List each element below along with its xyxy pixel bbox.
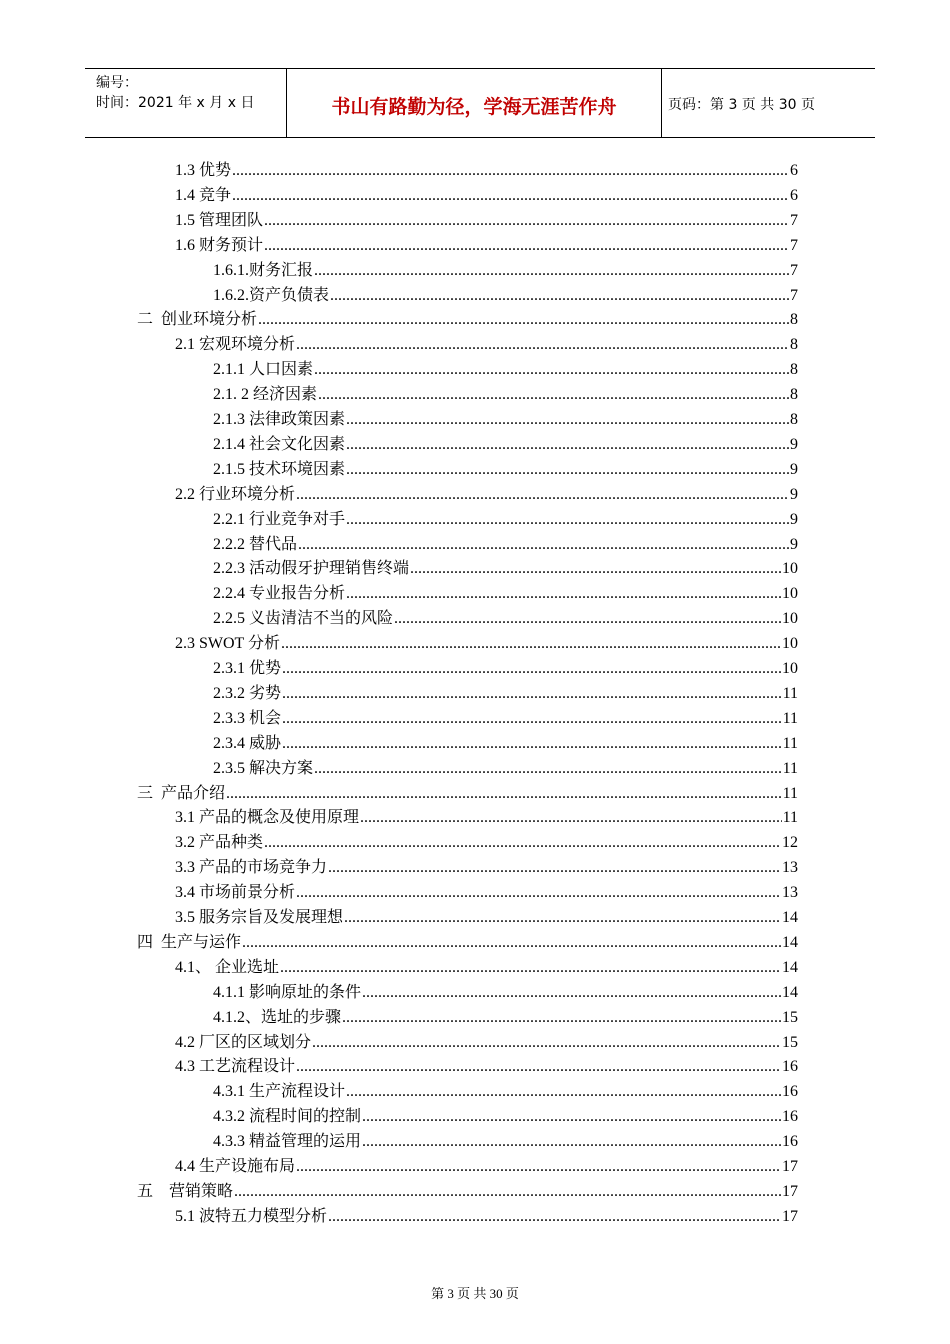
- toc-entry-title: 4.3.1 生产流程设计: [213, 1083, 346, 1101]
- toc-dot-leader: [282, 656, 781, 681]
- toc-entry-title: 2.1. 2 经济因素: [213, 386, 318, 404]
- toc-entry[interactable]: [213, 507, 798, 532]
- toc-dot-leader: [296, 482, 789, 507]
- toc-entry-title: 4.3.3 精益管理的运用: [213, 1133, 362, 1151]
- toc-entry-title: 2.1.1 人口因素: [213, 361, 314, 379]
- toc-entry[interactable]: [175, 1030, 798, 1055]
- toc-entry-title: 2.2.5 义齿清洁不当的风险: [213, 610, 394, 628]
- page-header: [85, 68, 875, 138]
- toc-entry[interactable]: [213, 532, 798, 557]
- toc-entry-title: 二 创业环境分析: [137, 311, 258, 329]
- toc-entry[interactable]: [213, 1129, 798, 1154]
- toc-entry-title: 1.5 管理团队: [175, 211, 264, 229]
- toc-entry-title: 2.1.4 社会文化因素: [213, 435, 346, 453]
- toc-dot-leader: [234, 1179, 781, 1204]
- toc-dot-leader: [264, 233, 789, 258]
- toc-entry[interactable]: [175, 482, 798, 507]
- toc-entry-page: 16: [782, 1083, 798, 1101]
- toc-entry[interactable]: [213, 606, 798, 631]
- toc-entry-title: 2.2.1 行业竞争对手: [213, 510, 346, 528]
- toc-entry-page: 16: [782, 1108, 798, 1126]
- toc-entry[interactable]: [213, 382, 798, 407]
- toc-entry-title: 2.3.4 威胁: [213, 734, 282, 752]
- toc-dot-leader: [362, 1104, 781, 1129]
- toc-entry-title: 三 产品介绍: [137, 784, 226, 802]
- toc-entry-page: 11: [782, 709, 798, 727]
- toc-dot-leader: [232, 158, 789, 183]
- toc-entry-page: 7: [790, 236, 798, 254]
- toc-entry-page: 11: [782, 809, 798, 827]
- toc-dot-leader: [346, 407, 789, 432]
- toc-entry-title: 2.3.1 优势: [213, 660, 282, 677]
- toc-entry-page: 14: [782, 983, 798, 1001]
- toc-dot-leader: [258, 307, 789, 332]
- toc-entry-title: 4.4 生产设施布局: [175, 1158, 296, 1175]
- toc-dot-leader: [312, 1030, 781, 1055]
- toc-entry[interactable]: [213, 980, 798, 1005]
- toc-entry[interactable]: [175, 905, 798, 930]
- toc-dot-leader: [242, 930, 781, 955]
- toc-entry[interactable]: [213, 556, 798, 581]
- toc-dot-leader: [346, 457, 789, 482]
- toc-dot-leader: [394, 606, 781, 631]
- toc-entry[interactable]: [137, 1179, 798, 1204]
- toc-entry-page: 6: [790, 162, 798, 179]
- toc-entry-title: 四 生产与运作: [137, 933, 242, 951]
- toc-dot-leader: [328, 855, 781, 880]
- toc-dot-leader: [296, 1154, 781, 1179]
- header-motto: 书山有路勤为径，学海无涯苦作舟: [331, 96, 617, 118]
- toc-entry-page: 7: [790, 261, 798, 279]
- toc-entry-page: 11: [782, 684, 798, 702]
- toc-entry-page: 6: [790, 186, 798, 204]
- toc-entry[interactable]: [175, 805, 798, 830]
- toc-dot-leader: [346, 581, 781, 606]
- toc-entry-page: 13: [782, 884, 798, 902]
- toc-entry-title: 2.1.3 法律政策因素: [213, 411, 346, 428]
- toc-entry[interactable]: [175, 631, 798, 656]
- toc-entry-title: 3.1 产品的概念及使用原理: [175, 809, 360, 827]
- toc-entry-page: 13: [782, 859, 798, 877]
- header-page-number: 页码：第 3 页 共 30 页: [668, 97, 815, 113]
- toc-entry[interactable]: [175, 955, 798, 980]
- toc-entry-page: 15: [782, 1008, 798, 1026]
- toc-entry-title: 4.1.2、选址的步骤: [213, 1008, 342, 1026]
- toc-entry[interactable]: [213, 432, 798, 457]
- toc-dot-leader: [296, 332, 789, 357]
- toc-dot-leader: [314, 357, 789, 382]
- toc-entry-page: 8: [790, 411, 798, 428]
- toc-entry-title: 4.1.1 影响原址的条件: [213, 983, 362, 1001]
- toc-entry-page: 14: [782, 958, 798, 976]
- toc-entry[interactable]: [213, 1104, 798, 1129]
- toc-entry[interactable]: [213, 1005, 798, 1030]
- toc-entry[interactable]: [137, 930, 798, 955]
- toc-entry-title: 1.6.2.资产负债表: [213, 286, 330, 304]
- toc-entry-page: 17: [782, 1158, 798, 1175]
- toc-dot-leader: [314, 756, 782, 781]
- toc-entry-title: 2.3.2 劣势: [213, 684, 282, 702]
- toc-dot-leader: [344, 905, 781, 930]
- toc-entry-title: 2.1.5 技术环境因素: [213, 460, 346, 478]
- toc-entry-page: 9: [790, 535, 798, 553]
- toc-entry-page: 16: [782, 1058, 798, 1076]
- toc-entry-page: 17: [782, 1207, 798, 1225]
- toc-entry-title: 3.5 服务宗旨及发展理想: [175, 909, 344, 926]
- page-footer: 第 3 页 共 30 页: [431, 1286, 519, 1301]
- toc-entry-title: 2.2 行业环境分析: [175, 485, 296, 503]
- toc-dot-leader: [342, 1005, 781, 1030]
- toc-entry-page: 16: [782, 1133, 798, 1151]
- toc-entry-title: 1.6 财务预计: [175, 236, 264, 254]
- toc-entry-page: 8: [790, 311, 798, 329]
- toc-dot-leader: [362, 1129, 781, 1154]
- toc-entry[interactable]: [137, 307, 798, 332]
- toc-entry-page: 9: [790, 510, 798, 528]
- toc-entry-page: 9: [790, 485, 798, 503]
- toc-dot-leader: [280, 955, 781, 980]
- toc-dot-leader: [232, 183, 789, 208]
- toc-entry[interactable]: [175, 332, 798, 357]
- toc-entry[interactable]: [213, 656, 798, 681]
- toc-entry-page: 12: [782, 834, 798, 852]
- toc-entry-page: 10: [782, 610, 798, 628]
- toc-entry[interactable]: [213, 681, 798, 706]
- toc-entry-title: 4.2 厂区的区域划分: [175, 1033, 312, 1051]
- toc-entry-page: 9: [790, 435, 798, 453]
- toc-dot-leader: [264, 830, 781, 855]
- toc-dot-leader: [296, 880, 781, 905]
- toc-entry[interactable]: [213, 457, 798, 482]
- toc-entry[interactable]: [175, 855, 798, 880]
- document-number-label: 编号：: [96, 75, 138, 91]
- toc-entry[interactable]: [213, 357, 798, 382]
- toc-entry-title: 2.3 SWOT 分析: [175, 635, 281, 653]
- toc-dot-leader: [362, 980, 781, 1005]
- toc-dot-leader: [296, 1054, 781, 1079]
- toc-entry[interactable]: [213, 756, 798, 781]
- toc-entry-title: 5.1 波特五力模型分析: [175, 1207, 328, 1225]
- toc-entry-title: 3.3 产品的市场竞争力: [175, 859, 328, 877]
- toc-entry-title: 2.2.2 替代品: [213, 535, 298, 553]
- toc-entry[interactable]: [213, 706, 798, 731]
- toc-entry-title: 3.4 市场前景分析: [175, 884, 296, 902]
- header-page-cell: [661, 69, 875, 137]
- toc-entry[interactable]: [175, 830, 798, 855]
- toc-dot-leader: [346, 432, 789, 457]
- toc-entry-page: 17: [782, 1182, 798, 1200]
- toc-entry-page: 15: [782, 1033, 798, 1051]
- toc-entry[interactable]: [175, 208, 798, 233]
- toc-entry[interactable]: [213, 258, 798, 283]
- toc-dot-leader: [264, 208, 789, 233]
- toc-dot-leader: [346, 1079, 781, 1104]
- document-time-label: 时间：2021 年 x 月 x 日: [96, 95, 255, 111]
- toc-entry-page: 7: [790, 211, 798, 229]
- toc-entry-page: 8: [790, 386, 798, 404]
- toc-entry[interactable]: [213, 407, 798, 432]
- toc-dot-leader: [346, 507, 789, 532]
- toc-entry[interactable]: [175, 1154, 798, 1179]
- toc-entry-page: 11: [782, 784, 798, 802]
- toc-entry-page: 8: [790, 336, 798, 354]
- toc-entry-title: 3.2 产品种类: [175, 834, 264, 852]
- toc-entry-page: 10: [782, 635, 798, 653]
- toc-entry[interactable]: [213, 731, 798, 756]
- toc-dot-leader: [226, 781, 782, 806]
- toc-entry-page: 11: [782, 734, 798, 752]
- toc-entry-title: 2.1 宏观环境分析: [175, 336, 296, 354]
- toc-dot-leader: [282, 706, 782, 731]
- toc-entry[interactable]: [213, 283, 798, 308]
- toc-dot-leader: [282, 731, 782, 756]
- header-meta-cell: [85, 69, 286, 137]
- toc-dot-leader: [314, 258, 789, 283]
- toc-entry-title: 2.3.5 解决方案: [213, 759, 314, 777]
- toc-entry-title: 1.3 优势: [175, 162, 232, 179]
- toc-entry[interactable]: [137, 781, 798, 806]
- toc-dot-leader: [281, 631, 781, 656]
- toc-dot-leader: [410, 556, 781, 581]
- toc-entry-page: 11: [782, 759, 798, 777]
- toc-entry-page: 10: [782, 660, 798, 677]
- toc-entry-page: 14: [782, 909, 798, 926]
- header-motto-cell: [286, 69, 662, 137]
- toc-entry-page: 9: [790, 460, 798, 478]
- toc-entry-title: 1.6.1.财务汇报: [213, 261, 314, 279]
- toc-entry-title: 4.1、 企业选址: [175, 958, 280, 976]
- toc-entry[interactable]: [175, 1204, 798, 1229]
- toc-dot-leader: [330, 283, 789, 308]
- toc-entry[interactable]: [213, 581, 798, 606]
- toc-dot-leader: [298, 532, 789, 557]
- toc-entry-title: 4.3.2 流程时间的控制: [213, 1108, 362, 1126]
- toc-entry-title: 1.4 竞争: [175, 186, 232, 204]
- toc-entry-page: 10: [782, 560, 798, 578]
- toc-entry-page: 7: [790, 286, 798, 304]
- toc-entry[interactable]: [175, 183, 798, 208]
- toc-entry-title: 2.2.4 专业报告分析: [213, 585, 346, 603]
- toc-entry[interactable]: [175, 158, 798, 183]
- toc-entry[interactable]: [175, 233, 798, 258]
- toc-dot-leader: [282, 681, 782, 706]
- toc-entry-title: 4.3 工艺流程设计: [175, 1058, 296, 1076]
- toc-dot-leader: [328, 1204, 781, 1229]
- toc-entry[interactable]: [175, 880, 798, 905]
- toc-entry-title: 2.3.3 机会: [213, 709, 282, 727]
- toc-entry-page: 8: [790, 361, 798, 379]
- toc-dot-leader: [318, 382, 789, 407]
- toc-entry-page: 10: [782, 585, 798, 603]
- toc-entry-title: 2.2.3 活动假牙护理销售终端: [213, 560, 410, 578]
- toc-entry[interactable]: [175, 1054, 798, 1079]
- toc-entry-page: 14: [782, 933, 798, 951]
- toc-entry-title: 五 营销策略: [137, 1182, 234, 1200]
- toc-entry[interactable]: [213, 1079, 798, 1104]
- toc-dot-leader: [360, 805, 782, 830]
